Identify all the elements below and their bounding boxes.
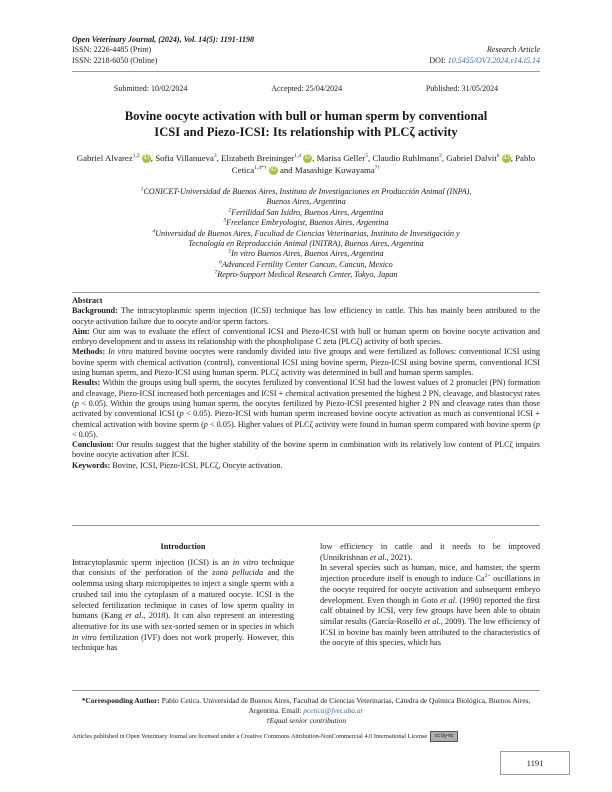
body-italic: et al xyxy=(370,552,385,562)
author-affil: 6 xyxy=(496,153,500,160)
cc-license-icon[interactable]: cc by-nc xyxy=(430,731,458,742)
author-name: Pablo Cetica xyxy=(231,153,536,175)
corresponding-text: Pablo Cetica. Universidad de Buenos Aires, Facultad de Ciencias Veterinarias, Cátedra de Química Biológica, Buenos Aires, Argentina. Email: xyxy=(161,696,531,715)
abstract-background xyxy=(72,306,540,327)
abstract xyxy=(72,296,540,471)
author-list: Gabriel Alvarez$^{1,2}$ iD , Sofia Villanueva$^3$, Elizabeth Breininger$^{1,4}$ iD , Marisa Geller$^5$, Claudio Ruhlmann$^2$, Gabriel Dalvit$^6$ iD , Pablo Cetica$^{1,4*\dagger}$ iD and Masashige Kuwayama$^{7\dagger}$ xyxy=(76,153,536,175)
orcid-icon[interactable]: iD xyxy=(503,155,510,162)
author-affil: 7† xyxy=(374,165,381,172)
correspondence xyxy=(72,696,540,725)
affil-num: 5 xyxy=(228,248,232,255)
affil-text: Repro-Support Medical Research Center, Tokyo, Japan xyxy=(217,270,398,280)
published-date: Published: 31/05/2024 xyxy=(425,84,499,93)
intro-italic: et al xyxy=(125,611,142,621)
affil-text: Buenos Aires, Argentina xyxy=(266,197,346,207)
title-line-2: ICSI and Piezo-ICSI: Its relationship with PLCζ activity xyxy=(154,125,458,139)
journal-citation: Open Veterinary Journal, (2024), Vol. 14(5): 1191-1198 xyxy=(72,35,255,44)
abstract-bottom-rule xyxy=(72,525,540,526)
doi-label: DOI: xyxy=(429,56,448,65)
dates-row xyxy=(72,84,540,93)
corresponding-email[interactable]: pcetica@fvet.uba.ar xyxy=(303,705,364,715)
header-rule xyxy=(72,71,540,72)
affiliation xyxy=(90,187,522,197)
author-name: Gabriel Dalvit xyxy=(446,153,497,163)
body-italic: et al xyxy=(424,616,439,626)
p-value-symbol: p xyxy=(535,419,540,429)
results-text: < 0.05). xyxy=(72,429,98,439)
methods-label: Methods: xyxy=(72,347,106,357)
abstract-conclusion xyxy=(72,440,540,461)
author-name: Claudio Ruhlmann xyxy=(372,153,440,163)
intro-italic: in vitro xyxy=(72,632,97,642)
methods-italic: In vitro xyxy=(107,347,133,357)
affil-num: 1 xyxy=(140,186,144,193)
orcid-icon[interactable]: iD xyxy=(143,155,150,162)
author-affil: 5 xyxy=(365,153,368,160)
author-affil: 1,2 xyxy=(132,153,140,160)
body-text: oscillations in the oocyte required for oocyte activation and subsequent embryo development. Even though in Goto xyxy=(320,574,540,605)
intro-text: Intracytoplasmic sperm injection (ICSI) is an xyxy=(72,557,233,567)
author-affil: 1,4*† xyxy=(254,165,267,172)
abstract-methods xyxy=(72,347,540,378)
intro-italic: in vitro xyxy=(232,557,259,567)
introduction-column xyxy=(72,542,294,654)
author-affil: 1,4 xyxy=(294,153,301,160)
affil-num: 2 xyxy=(228,207,232,214)
keywords-text: Bovine, ICSI, Piezo-ICSI, PLCζ, Oocyte activation. xyxy=(112,460,283,470)
author-name: Gabriel Alvarez xyxy=(76,153,133,163)
author-name: and Masashige Kuwayama xyxy=(279,165,375,175)
affil-num: 4 xyxy=(152,227,156,234)
affil-num: 7 xyxy=(214,269,218,276)
author-name: Elizabeth Breininger xyxy=(221,153,295,163)
affiliation xyxy=(90,239,522,249)
affil-num: 3 xyxy=(223,217,227,224)
introduction-heading: Introduction xyxy=(160,542,206,551)
right-paragraph-1 xyxy=(320,542,540,563)
intro-italic: zona pellucida xyxy=(212,568,264,578)
abstract-results xyxy=(72,378,540,440)
aim-text: Our aim was to evaluate the effect of conventional ICSI and Piezo-ICSI with bull or human sperm on bovine oocyte activation and embryo development and to assess its relationship with the phospholipase C zeta (PLCζ) activity of both species. xyxy=(72,326,540,347)
body-text: . (1990) reported the first calf obtained by ICSI, very few groups have been able to obtain similar results (García-Roselló xyxy=(320,595,540,626)
affil-text: Universidad de Buenos Aires, Facultad de Ciencias Veterinarias, Instituto de Investigación y xyxy=(155,228,460,238)
affil-text: CONICET-Universidad de Buenos Aires, Instituto de Investigaciones en Producción Animal (INPA), xyxy=(143,187,472,196)
paper-title xyxy=(72,108,540,140)
equal-contribution: †Equal senior contribution xyxy=(265,715,347,725)
right-paragraph-2 xyxy=(320,563,540,649)
affiliation xyxy=(90,270,522,280)
author-name: Sofia Villanueva xyxy=(155,153,214,163)
abstract-aim xyxy=(72,327,540,348)
corresponding-label: *Corresponding Author: xyxy=(81,696,160,705)
affiliations xyxy=(90,187,522,281)
introduction-paragraph xyxy=(72,558,294,654)
conclusion-label: Conclusion: xyxy=(72,440,114,450)
p-value-symbol: p xyxy=(179,409,184,419)
author-affil: 2 xyxy=(439,153,442,160)
issn-online: ISSN: 2218-6050 (Online) xyxy=(72,56,158,65)
p-value-symbol: p xyxy=(203,419,208,429)
title-line-1: Bovine oocyte activation with bull or human sperm by conventional xyxy=(124,109,488,123)
right-column xyxy=(320,542,540,649)
submitted-date: Submitted: 10/02/2024 xyxy=(113,84,188,93)
abstract-heading: Abstract xyxy=(72,296,103,305)
orcid-icon[interactable]: iD xyxy=(304,155,311,162)
license-text: Articles published in Open Veterinary Journal are licensed under a Creative Commons Attribution-NonCommercial 4.0 International License xyxy=(72,732,428,740)
intro-text: fertilization (IVF) does not work properly. However, this technique has xyxy=(72,632,294,653)
results-text: < 0.05). Higher values of PLCζ activity were found in human sperm compared with bovine sperm ( xyxy=(207,419,536,429)
body-text: ., 2009). The low efficiency of ICSI in bovine has mainly been attributed to the characteristics of the oocyte of this species, which has xyxy=(320,616,540,648)
intro-text: ., 2018). It can also represent an interesting alternative for its use with sex-sorted semen or in species in which xyxy=(72,611,294,631)
accepted-date: Accepted: 25/04/2024 xyxy=(271,84,343,93)
affil-text: In vitro Buenos Aires, Buenos Aires, Argentina xyxy=(231,249,384,259)
results-text: < 0.05). Within the groups using human sperm, the oocytes fertilized by Piezo-ICSI presented higher 2 PN and cleavage rates than those activated by conventional ICSI ( xyxy=(72,398,540,419)
results-label: Results: xyxy=(72,378,101,388)
doi-link[interactable]: 10.5455/OVJ.2024.v14.i5.14 xyxy=(447,56,540,65)
author-name: Marisa Geller xyxy=(316,153,366,163)
affil-text: Advanced Fertility Center Cancun, Cancun, Mexico xyxy=(221,259,393,269)
orcid-icon[interactable]: iD xyxy=(270,167,277,174)
affiliation xyxy=(90,229,522,239)
abstract-top-rule xyxy=(72,292,540,293)
affiliation xyxy=(90,249,522,259)
p-value-symbol: p xyxy=(74,398,79,408)
aim-label: Aim: xyxy=(72,326,90,336)
body-sup: 2+ xyxy=(484,573,491,580)
methods-text: matured bovine oocytes were randomly divided into five groups and were fertilized as follows: conventional ICSI using bovine sperm with chemical activation (control), conventional ICSI using bovine sperm, Piezo-ICSI using bovine sperm, conventional ICSI using human sperm, and Piezo-ICSI using human sperm. PLCζ activity was determined in bull and human sperm samples. xyxy=(72,347,541,378)
license-line xyxy=(72,731,552,742)
issn-print: ISSN: 2226-4485 (Print) xyxy=(72,45,152,54)
results-text: Within the groups using bull sperm, the oocytes fertilized by conventional ICSI had the lowest values of 2 pronuclei (PN) formation and cleavage, Piezo-ICSI increased both percentages and ICSI + chemical activation presented the highest 2 PN, cleavage, and blastocyst rates ( xyxy=(72,378,540,408)
abstract-keywords xyxy=(72,461,540,471)
affiliation xyxy=(90,260,522,270)
page-number: 1191 xyxy=(500,751,570,775)
intro-text: and the oolemma using sharp micropipettes to inject a single sperm with a crushed tail into the cytoplasm of a matured oocyte. ICSI is the selected fertilization technique in cases of low sperm quality in humans (Kang xyxy=(72,568,295,621)
affiliation xyxy=(90,197,522,207)
body-text: low efficiency in cattle and it needs to be improved (Unnikrishnan xyxy=(320,542,540,562)
affil-num: 6 xyxy=(219,259,222,266)
background-text: The intracytoplasmic sperm injection (ICSI) technique has low efficiency in cattle. This has mainly been attributed to the oocyte activation failure due to oocyte and/or sperm factors. xyxy=(72,306,540,326)
author-affil: 3 xyxy=(213,153,217,160)
body-text: ., 2021). xyxy=(384,552,413,562)
body-text: In several species such as human, mice, and hamster, the sperm injection procedure itself is enough to induce Ca xyxy=(320,563,540,584)
affil-text: Tecnología en Reproducción Animal (INITRA), Buenos Aires, Argentina xyxy=(188,239,424,249)
keywords-label: Keywords: xyxy=(72,460,111,470)
results-text: < 0.05). Piezo-ICSI with human sperm increased bovine oocyte activation as much as conventional ICSI + chemical activation with bovine sperm ( xyxy=(72,409,540,429)
conclusion-text: Our results suggest that the higher stability of the bovine sperm in combination with its relatively low content of PLCζ impairs bovine oocyte activation after ICSI. xyxy=(72,440,540,460)
background-label: Background: xyxy=(72,306,118,316)
body-italic: et al xyxy=(440,595,455,605)
article-type: Research Article xyxy=(486,45,540,54)
doi xyxy=(429,56,540,66)
footer-rule xyxy=(72,690,540,691)
affil-text: Freelance Embryologist, Buenos Aires, Argentina xyxy=(226,218,389,228)
intro-text: technique that consists of the perforation of the xyxy=(72,557,295,578)
affiliation xyxy=(90,208,522,218)
affil-text: Fertilidad San Isidro, Buenos Aires, Argentina xyxy=(231,207,384,217)
